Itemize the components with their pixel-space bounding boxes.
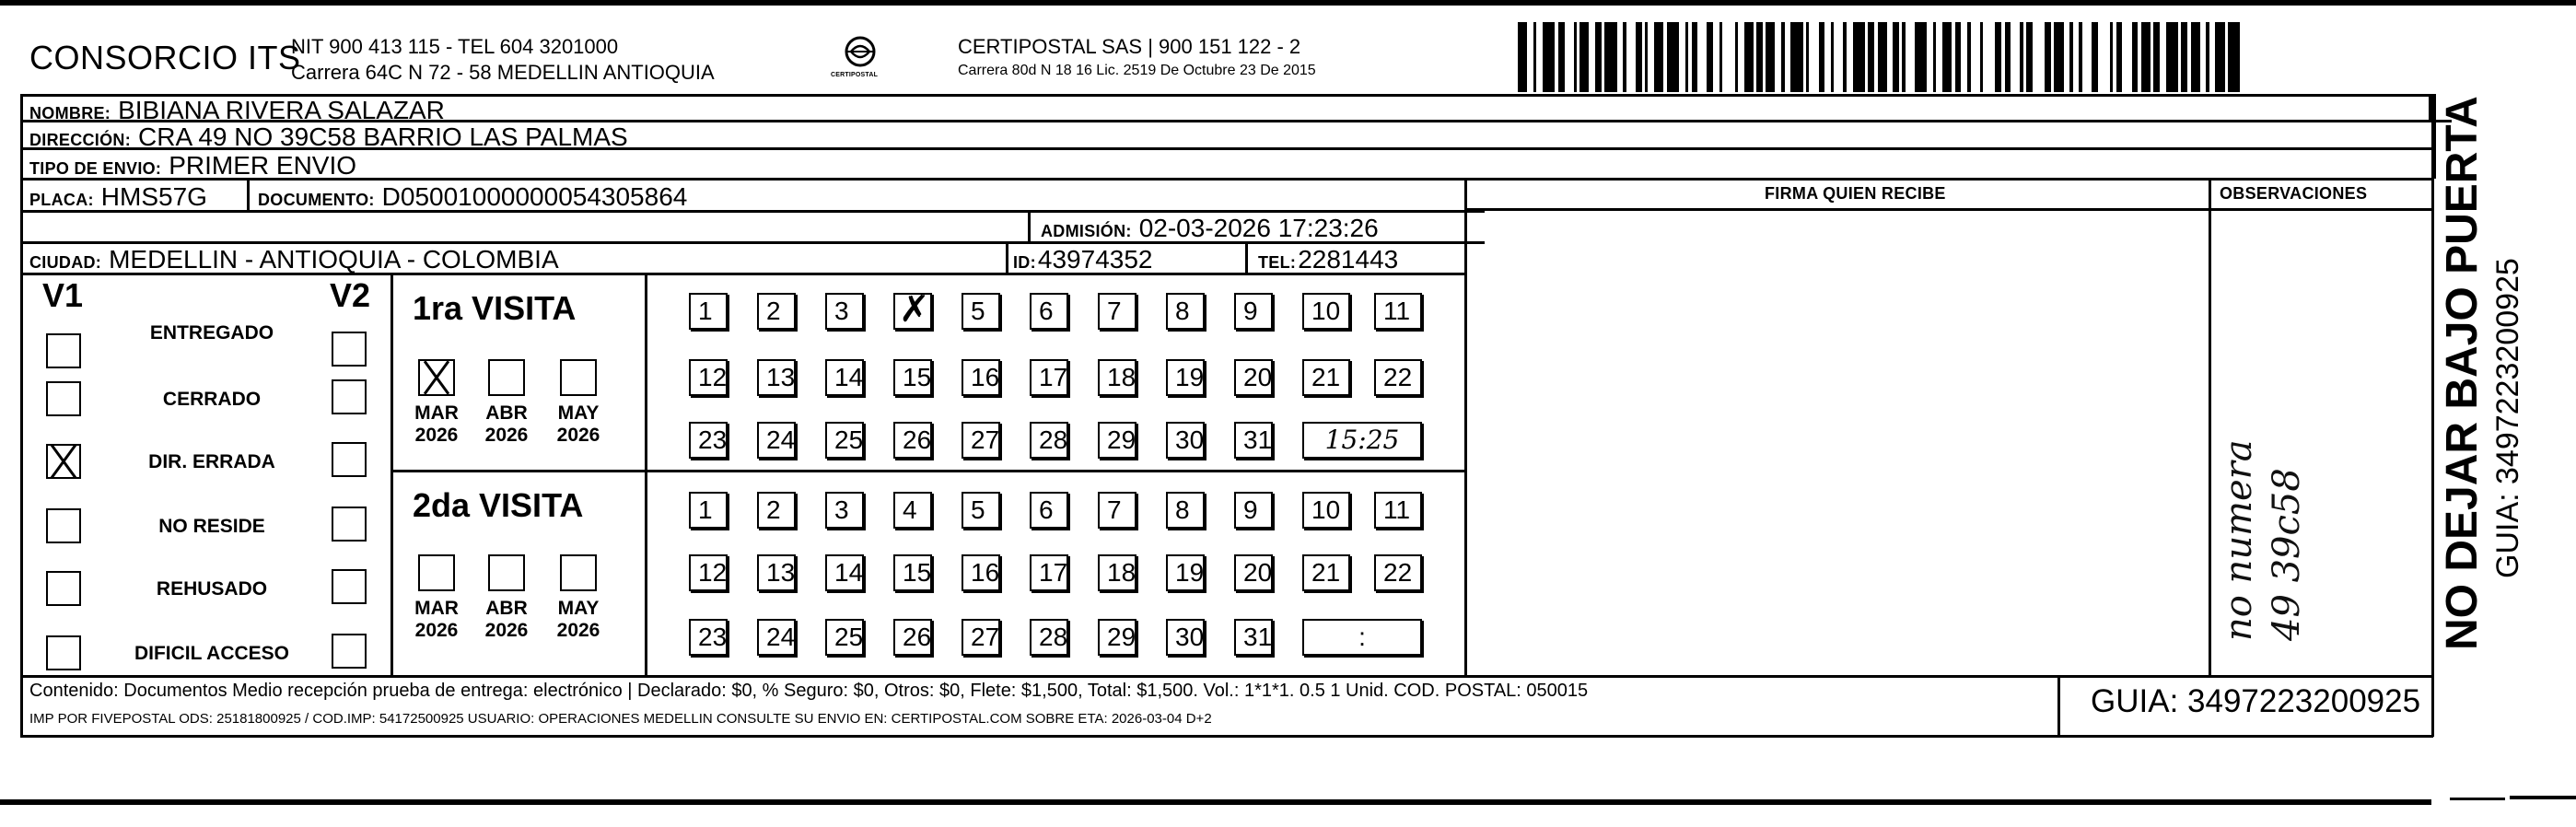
day-box[interactable]: 7 (1098, 492, 1136, 529)
divider (247, 179, 250, 211)
barcode-bar (2033, 22, 2045, 92)
day-box[interactable]: 24 (757, 422, 796, 459)
day-box[interactable]: 5 (962, 293, 1000, 330)
day-box[interactable]: 30 (1166, 619, 1205, 656)
day-box[interactable]: 6 (1030, 293, 1068, 330)
status-option-label: REHUSADO (156, 578, 268, 600)
barcode-bar (1878, 22, 1887, 92)
day-box[interactable]: 29 (1098, 619, 1136, 656)
carrier-address: Carrera 80d N 18 16 Lic. 2519 De Octubre 23 De 2015 (958, 63, 1316, 78)
day-box[interactable]: 10 (1302, 492, 1350, 529)
day-box[interactable]: 23 (689, 422, 728, 459)
divider (1006, 241, 1008, 273)
tel-row (1258, 245, 1398, 274)
day-box[interactable]: 30 (1166, 422, 1205, 459)
v1-checkbox[interactable] (46, 444, 81, 479)
day-box[interactable]: 31 (1234, 422, 1273, 459)
direccion-row (29, 122, 628, 152)
barcode-bar (1589, 22, 1595, 92)
admision-label: ADMISIÓN: (1041, 222, 1132, 240)
barcode-bar (2005, 22, 2011, 92)
day-box[interactable]: 3 (825, 293, 864, 330)
day-box[interactable]: 29 (1098, 422, 1136, 459)
barcode-bar (1713, 22, 1719, 92)
barcode-bar (1579, 22, 1589, 92)
barcode-bar (1543, 22, 1555, 92)
barcode-bar (1604, 22, 1616, 92)
v1-checkbox[interactable] (46, 635, 81, 670)
divider (20, 178, 2433, 181)
v1-checkbox[interactable] (46, 571, 81, 606)
barcode-bar (2073, 22, 2080, 92)
day-box[interactable]: 9 (1234, 293, 1273, 330)
logo-text: CERTIPOSTAL (831, 72, 879, 78)
v2-checkbox[interactable] (332, 507, 367, 542)
side-guia: GUIA: 3497223200925 (2490, 258, 2525, 578)
placa-label: PLACA: (29, 191, 94, 209)
documento-row (258, 182, 687, 212)
divider (1028, 210, 1031, 243)
v2-checkbox[interactable] (332, 442, 367, 477)
year-label: 2026 (414, 620, 459, 641)
barcode-bar (1679, 22, 1685, 92)
barcode-bar (1887, 22, 1894, 92)
barcode-bar (2215, 22, 2224, 92)
handwritten-observation-1: no numera (2218, 439, 2260, 641)
day-box[interactable]: 21 (1302, 359, 1350, 396)
barcode-bar (2141, 22, 2151, 92)
barcode-bar (1738, 22, 1744, 92)
divider (2431, 94, 2434, 737)
barcode-bar (1536, 22, 1543, 92)
barcode-bar (2191, 22, 2200, 92)
status-option-label: ENTREGADO (149, 322, 274, 344)
id-label: ID: (1013, 253, 1036, 272)
month-label: MAY (557, 402, 600, 424)
barcode-bar (1983, 22, 1995, 92)
ciudad-label: CIUDAD: (29, 253, 102, 272)
day-box[interactable]: 14 (825, 359, 864, 396)
day-box[interactable]: 28 (1030, 619, 1068, 656)
divider (2433, 94, 2436, 179)
day-box[interactable]: 7 (1098, 293, 1136, 330)
day-box[interactable]: 15 (893, 554, 932, 591)
direccion-value: CRA 49 NO 39C58 BARRIO LAS PALMAS (138, 122, 628, 151)
time-box[interactable]: 15:25 (1302, 422, 1422, 459)
day-box[interactable]: 19 (1166, 554, 1205, 591)
month-label: MAR (414, 598, 459, 619)
admision-value: 02-03-2026 17:23:26 (1138, 214, 1379, 242)
guia-number: GUIA: 3497223200925 (2091, 683, 2421, 719)
contenido-line: Contenido: Documentos Medio recepción prueba de entrega: electrónico | Declarado: $0, % Seguro: $0, Otros: $0, Flete: $1,500, Total: $1,500. Vol.: 1*1*1. 0.5 1 Unid. COD. POSTAL: 050015 (29, 681, 1589, 701)
month-checkbox[interactable] (560, 359, 597, 396)
company-address: Carrera 64C N 72 - 58 MEDELLIN ANTIOQUIA (291, 61, 715, 84)
tipo-envio-label: TIPO DE ENVIO: (29, 159, 162, 178)
nombre-value: BIBIANA RIVERA SALAZAR (118, 96, 445, 124)
day-box[interactable]: 16 (962, 359, 1000, 396)
day-box[interactable]: 12 (689, 554, 728, 591)
barcode-bar (1824, 22, 1831, 92)
barcode-bar (2026, 22, 2033, 92)
divider (1028, 210, 1466, 213)
year-label: 2026 (556, 620, 600, 641)
month-label: MAY (557, 598, 600, 619)
barcode-bar (1868, 22, 1874, 92)
month-checkbox[interactable] (418, 359, 455, 396)
barcode-bar (2082, 22, 2092, 92)
placa-row (29, 182, 207, 212)
barcode-bar (1955, 22, 1962, 92)
barcode-bar (1893, 22, 1899, 92)
day-box[interactable]: 4 (893, 492, 932, 529)
divider (1245, 241, 1248, 273)
v2-checkbox[interactable] (332, 332, 367, 367)
id-row (1013, 245, 1152, 274)
bottom-border-line (2510, 796, 2576, 799)
id-value: 43974352 (1037, 245, 1153, 274)
divider (2057, 676, 2060, 737)
barcode-bar (2166, 22, 2178, 92)
barcode-bar (2092, 22, 2098, 92)
barcode-bar (1995, 22, 2001, 92)
top-border-line (0, 0, 2576, 6)
day-box[interactable]: 10 (1302, 293, 1350, 330)
day-box[interactable]: 5 (962, 492, 1000, 529)
barcode-bar (1722, 22, 1734, 92)
v1-label: V1 (42, 276, 84, 314)
day-box[interactable]: 24 (757, 619, 796, 656)
barcode-bar (1971, 22, 1980, 92)
barcode-bar (1667, 22, 1679, 92)
barcode-bar (2098, 22, 2110, 92)
bottom-border-line (0, 799, 2431, 805)
impresion-line: IMP POR FIVEPOSTAL ODS: 25181800925 / COD.IMP: 54172500925 USUARIO: OPERACIONES MEDELLIN CONSULTE SU ENVIO EN: CERTIPOSTAL.COM SOBRE ETA: 2026-03-04 D+2 (29, 711, 1212, 727)
day-box[interactable]: 25 (825, 422, 864, 459)
day-box[interactable]: 21 (1302, 554, 1350, 591)
barcode-bar (2240, 22, 2246, 92)
day-box[interactable]: 3 (825, 492, 864, 529)
divider (645, 273, 647, 676)
day-box[interactable]: 27 (962, 422, 1000, 459)
barcode-bar (1654, 22, 1663, 92)
barcode-bar (1648, 22, 1654, 92)
day-box[interactable]: 25 (825, 619, 864, 656)
status-option-label: DIFICIL ACCESO (134, 643, 289, 664)
v1-checkbox[interactable] (46, 333, 81, 368)
handwritten-observation-2: 49 39c58 (2266, 468, 2308, 641)
year-label: 2026 (484, 620, 529, 641)
divider (20, 735, 2433, 738)
v2-checkbox[interactable] (332, 569, 367, 604)
barcode-bar (1775, 22, 1781, 92)
day-box[interactable]: 22 (1374, 359, 1422, 396)
barcode-bar (2064, 22, 2070, 92)
barcode-bar (2209, 22, 2216, 92)
documento-value: D05001000000054305864 (381, 182, 688, 211)
visit-2-title: 2da VISITA (413, 486, 584, 524)
tipo-envio-row (29, 151, 356, 181)
barcode-bar (1558, 22, 1565, 92)
day-box[interactable]: 13 (757, 359, 796, 396)
status-option-label: CERRADO (162, 389, 262, 410)
barcode-bar (2011, 22, 2020, 92)
tipo-envio-value: PRIMER ENVIO (169, 151, 357, 180)
month-label: ABR (485, 598, 528, 619)
year-label: 2026 (414, 425, 459, 446)
barcode-bar (2200, 22, 2207, 92)
day-box[interactable]: 16 (962, 554, 1000, 591)
barcode-bar (2181, 22, 2187, 92)
day-box[interactable]: 2 (757, 492, 796, 529)
barcode-bar (1766, 22, 1775, 92)
barcode-bar (2045, 22, 2051, 92)
nombre-row (29, 96, 445, 125)
day-box[interactable]: 9 (1234, 492, 1273, 529)
day-box[interactable]: 26 (893, 422, 932, 459)
divider (2209, 179, 2211, 676)
tel-label: TEL: (1258, 253, 1297, 272)
tel-value: 2281443 (1298, 245, 1399, 274)
documento-label: DOCUMENTO: (258, 191, 375, 209)
month-checkbox[interactable] (418, 554, 455, 591)
month-label: MAR (414, 402, 459, 424)
day-box[interactable]: 18 (1098, 554, 1136, 591)
day-box[interactable]: 11 (1374, 293, 1422, 330)
v2-checkbox[interactable] (332, 634, 367, 669)
admision-row (1041, 214, 1379, 243)
barcode-bar (1527, 22, 1533, 92)
barcode-bar (2116, 22, 2123, 92)
divider (390, 273, 393, 676)
barcode-bar (1617, 22, 1624, 92)
barcode-bar (1847, 22, 1853, 92)
day-box[interactable]: 1 (689, 293, 728, 330)
divider (1464, 208, 2433, 211)
bottom-border-line (2450, 798, 2505, 800)
barcode-bar (1697, 22, 1707, 92)
carrier-name: CERTIPOSTAL SAS | 900 151 122 - 2 (958, 35, 1301, 58)
barcode-bar (2153, 22, 2160, 92)
barcode-bar (1819, 22, 1825, 92)
ciudad-row (29, 245, 559, 274)
barcode-bar (2160, 22, 2166, 92)
month-checkbox[interactable] (488, 554, 525, 591)
v1-checkbox[interactable] (46, 508, 81, 543)
year-label: 2026 (556, 425, 600, 446)
placa-value: HMS57G (100, 182, 207, 211)
barcode-bar (1626, 22, 1636, 92)
day-box[interactable]: 1 (689, 492, 728, 529)
barcode (1518, 22, 2247, 92)
divider (1464, 179, 1467, 676)
day-box[interactable]: 14 (825, 554, 864, 591)
certipostal-logo (831, 33, 886, 88)
barcode-bar (1906, 22, 1915, 92)
barcode-bar (2054, 22, 2063, 92)
direccion-label: DIRECCIÓN: (29, 131, 131, 149)
barcode-bar (1809, 22, 1818, 92)
day-box[interactable] (893, 293, 932, 330)
day-box[interactable]: 15 (893, 359, 932, 396)
v2-label: V2 (330, 276, 371, 314)
divider (390, 470, 1466, 472)
firma-label: FIRMA QUIEN RECIBE (1765, 184, 1946, 203)
day-box[interactable]: 23 (689, 619, 728, 656)
nombre-label: NOMBRE: (29, 104, 111, 122)
barcode-bar (1595, 22, 1602, 92)
day-box[interactable]: 20 (1234, 359, 1273, 396)
company-nit: NIT 900 413 115 - TEL 604 3201000 (291, 35, 619, 58)
divider (20, 94, 23, 737)
day-box[interactable]: 31 (1234, 619, 1273, 656)
barcode-bar (1518, 22, 1527, 92)
day-box[interactable]: 8 (1166, 492, 1205, 529)
barcode-bar (1942, 22, 1952, 92)
divider (20, 675, 2433, 678)
observaciones-label: OBSERVACIONES (2220, 184, 2368, 203)
ciudad-value: MEDELLIN - ANTIOQUIA - COLOMBIA (109, 245, 559, 274)
visit-1-title: 1ra VISITA (413, 289, 577, 327)
status-option-label: NO RESIDE (158, 516, 265, 537)
day-box[interactable]: 26 (893, 619, 932, 656)
v1-checkbox[interactable] (46, 381, 81, 416)
day-box[interactable]: 28 (1030, 422, 1068, 459)
barcode-bar (1927, 22, 1933, 92)
barcode-bar (1565, 22, 1574, 92)
barcode-bar (1744, 22, 1754, 92)
day-box[interactable]: 17 (1030, 359, 1068, 396)
barcode-bar (1692, 22, 1698, 92)
day-box[interactable]: 2 (757, 293, 796, 330)
status-option-label: DIR. ERRADA (148, 451, 275, 472)
barcode-bar (2122, 22, 2131, 92)
barcode-bar (1785, 22, 1791, 92)
barcode-bar (1853, 22, 1865, 92)
day-box[interactable]: 19 (1166, 359, 1205, 396)
company-name: CONSORCIO ITS (29, 39, 301, 76)
day-box[interactable]: 13 (757, 554, 796, 591)
day-box[interactable]: 18 (1098, 359, 1136, 396)
barcode-bar (1636, 22, 1642, 92)
barcode-bar (1961, 22, 1967, 92)
day-box[interactable]: 6 (1030, 492, 1068, 529)
barcode-bar (1936, 22, 1942, 92)
barcode-bar (1915, 22, 1927, 92)
year-label: 2026 (484, 425, 529, 446)
day-box[interactable]: 12 (689, 359, 728, 396)
v2-checkbox[interactable] (332, 379, 367, 414)
barcode-bar (1707, 22, 1713, 92)
month-label: ABR (485, 402, 528, 424)
day-box[interactable]: 8 (1166, 293, 1205, 330)
day-box[interactable]: 20 (1234, 554, 1273, 591)
day-box[interactable]: 22 (1374, 554, 1422, 591)
side-notice: NO DEJAR BAJO PUERTA (2438, 96, 2487, 650)
day-box[interactable]: 11 (1374, 492, 1422, 529)
barcode-bar (1790, 22, 1802, 92)
month-checkbox[interactable] (488, 359, 525, 396)
barcode-bar (2228, 22, 2240, 92)
day-box[interactable]: 17 (1030, 554, 1068, 591)
barcode-bar (1756, 22, 1763, 92)
time-box[interactable]: : (1302, 619, 1422, 656)
certipostal-logo-icon (834, 33, 886, 88)
barcode-bar (2132, 22, 2139, 92)
day-box[interactable]: 27 (962, 619, 1000, 656)
month-checkbox[interactable] (560, 554, 597, 591)
barcode-bar (1834, 22, 1843, 92)
